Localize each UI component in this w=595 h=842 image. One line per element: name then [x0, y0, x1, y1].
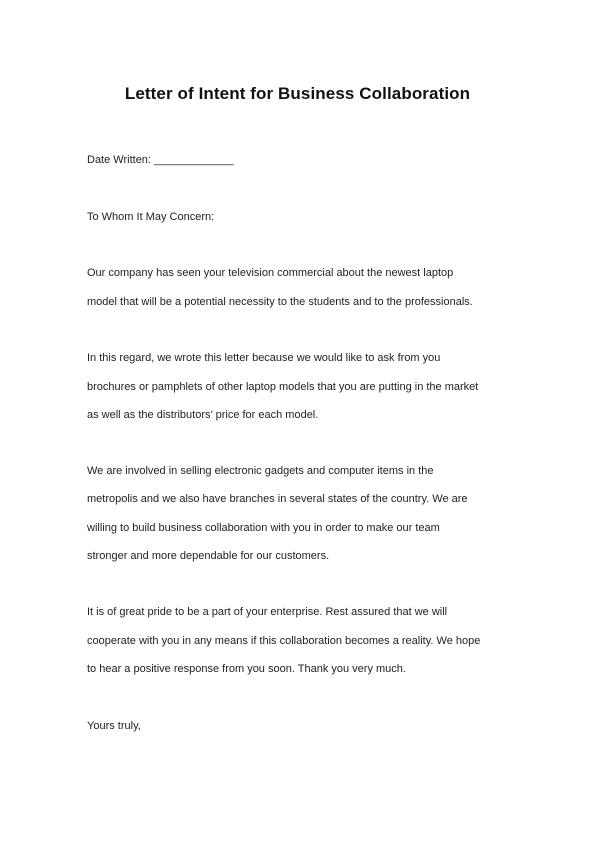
paragraph-4-line-1: It is of great pride to be a part of your enterprise. Rest assured that we will — [87, 606, 448, 618]
paragraph-3-line-2: metropolis and we also have branches in several states of the country. We are — [87, 493, 468, 505]
paragraph-4-line-2: cooperate with you in any means if this collaboration becomes a reality. We hope — [87, 635, 481, 647]
paragraph-3-line-1: We are involved in selling electronic gadgets and computer items in the — [87, 465, 434, 477]
paragraph-1-line-2: model that will be a potential necessity to the students and to the professionals. — [87, 296, 473, 308]
salutation: To Whom It May Concern: — [87, 211, 215, 223]
paragraph-2-line-3: as well as the distributors’ price for each model. — [87, 409, 319, 421]
letter-title: Letter of Intent for Business Collaboration — [124, 84, 471, 103]
date-written-line: Date Written: _____________ — [87, 154, 234, 166]
paragraph-2-line-2: brochures or pamphlets of other laptop models that you are putting in the market — [87, 381, 479, 393]
paragraph-3-line-4: stronger and more dependable for our customers. — [87, 550, 330, 562]
paragraph-4-line-3: to hear a positive response from you soon. Thank you very much. — [87, 663, 406, 675]
paragraph-2-line-1: In this regard, we wrote this letter because we would like to ask from you — [87, 352, 441, 364]
closing: Yours truly, — [87, 720, 141, 732]
paragraph-3-line-3: willing to build business collaboration with you in order to make our team — [87, 522, 440, 534]
paragraph-1-line-1: Our company has seen your television commercial about the newest laptop — [87, 267, 454, 279]
